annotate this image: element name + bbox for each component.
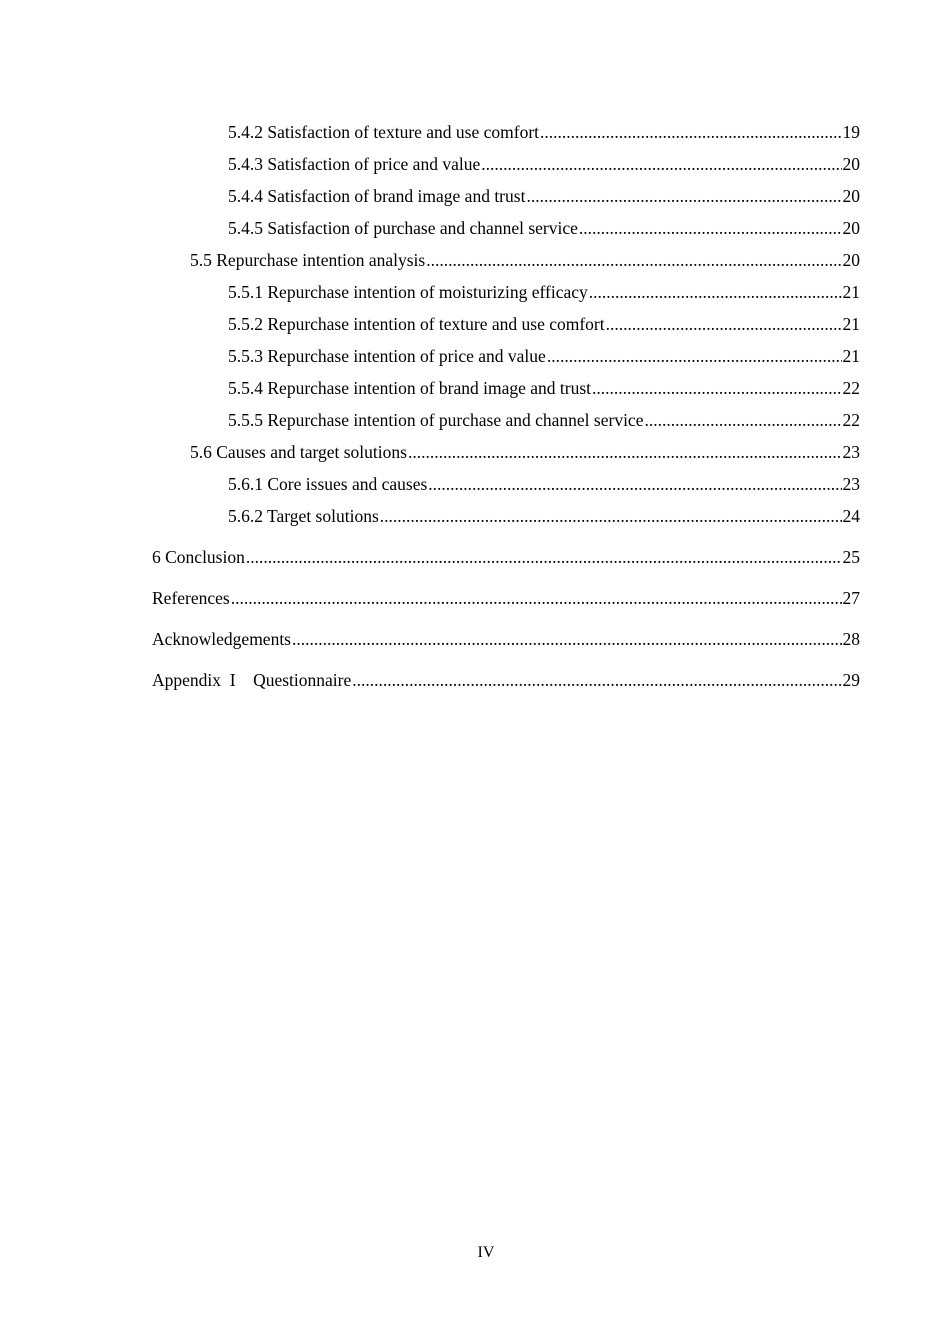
toc-entry-page[interactable]: 20 (842, 182, 861, 210)
toc-entry[interactable] (152, 438, 860, 470)
toc-entry[interactable] (152, 374, 860, 406)
table-of-contents (152, 118, 860, 707)
toc-entry[interactable] (152, 470, 860, 502)
toc-entry-page[interactable]: 20 (842, 214, 861, 242)
toc-entry-title[interactable]: 5.6.2 Target solutions (228, 506, 379, 526)
toc-entry-page[interactable]: 21 (842, 342, 861, 370)
toc-entry[interactable] (152, 118, 860, 150)
toc-entry-title[interactable]: Acknowledgements (152, 629, 291, 649)
toc-entry-title[interactable]: 5.4.4 Satisfaction of brand image and trust (228, 186, 526, 206)
toc-entry[interactable] (152, 182, 860, 214)
toc-entry-title[interactable]: References (152, 588, 230, 608)
toc-entry-title[interactable]: 5.4.5 Satisfaction of purchase and channel service (228, 218, 578, 238)
toc-entry-title[interactable]: 5.5.4 Repurchase intention of brand image and trust (228, 378, 592, 398)
toc-entry-title[interactable]: 5.6 Causes and target solutions (190, 442, 407, 462)
toc-entry-title[interactable]: Appendix I Questionnaire (152, 670, 352, 690)
toc-entry-title[interactable]: 5.5.5 Repurchase intention of purchase and channel service (228, 410, 644, 430)
toc-entry[interactable] (152, 584, 860, 625)
toc-entry-page[interactable]: 28 (842, 625, 861, 653)
toc-entry-page[interactable]: 27 (842, 584, 861, 612)
toc-entry-page[interactable]: 23 (842, 438, 861, 466)
toc-entry-title[interactable]: 5.4.3 Satisfaction of price and value (228, 154, 481, 174)
toc-entry[interactable] (152, 502, 860, 534)
toc-entry-title[interactable]: 5.5.1 Repurchase intention of moisturizing efficacy (228, 282, 588, 302)
toc-entry-page[interactable]: 24 (842, 502, 861, 530)
toc-entry[interactable] (152, 310, 860, 342)
toc-entry[interactable] (152, 246, 860, 278)
toc-entry-title[interactable]: 6 Conclusion (152, 547, 245, 567)
toc-entry[interactable] (152, 406, 860, 438)
toc-entry-page[interactable]: 22 (842, 374, 861, 402)
toc-entry-title[interactable]: 5.5.2 Repurchase intention of texture and use comfort (228, 314, 605, 334)
toc-entry-title[interactable]: 5.4.2 Satisfaction of texture and use comfort (228, 122, 540, 142)
toc-entry[interactable] (152, 625, 860, 666)
toc-entry-page[interactable]: 20 (842, 246, 861, 274)
toc-entry-title[interactable]: 5.6.1 Core issues and causes (228, 474, 428, 494)
toc-entry[interactable] (152, 214, 860, 246)
toc-entry-title[interactable]: 5.5 Repurchase intention analysis (190, 250, 426, 270)
toc-entry-page[interactable]: 23 (842, 470, 861, 498)
toc-entry[interactable] (152, 150, 860, 182)
toc-entry-page[interactable]: 21 (842, 310, 861, 338)
toc-entry-title[interactable]: 5.5.3 Repurchase intention of price and value (228, 346, 546, 366)
toc-entry-page[interactable]: 22 (842, 406, 861, 434)
toc-entry-page[interactable]: 25 (842, 543, 861, 571)
toc-entry-page[interactable]: 21 (842, 278, 861, 306)
toc-entry[interactable] (152, 666, 860, 707)
toc-entry[interactable] (152, 278, 860, 310)
toc-entry-page[interactable]: 29 (842, 666, 861, 694)
page-number: IV (477, 1244, 495, 1261)
toc-entry-page[interactable]: 20 (842, 150, 861, 178)
toc-entry-page[interactable]: 19 (842, 118, 861, 146)
toc-entry[interactable] (152, 342, 860, 374)
toc-entry[interactable] (152, 543, 860, 584)
